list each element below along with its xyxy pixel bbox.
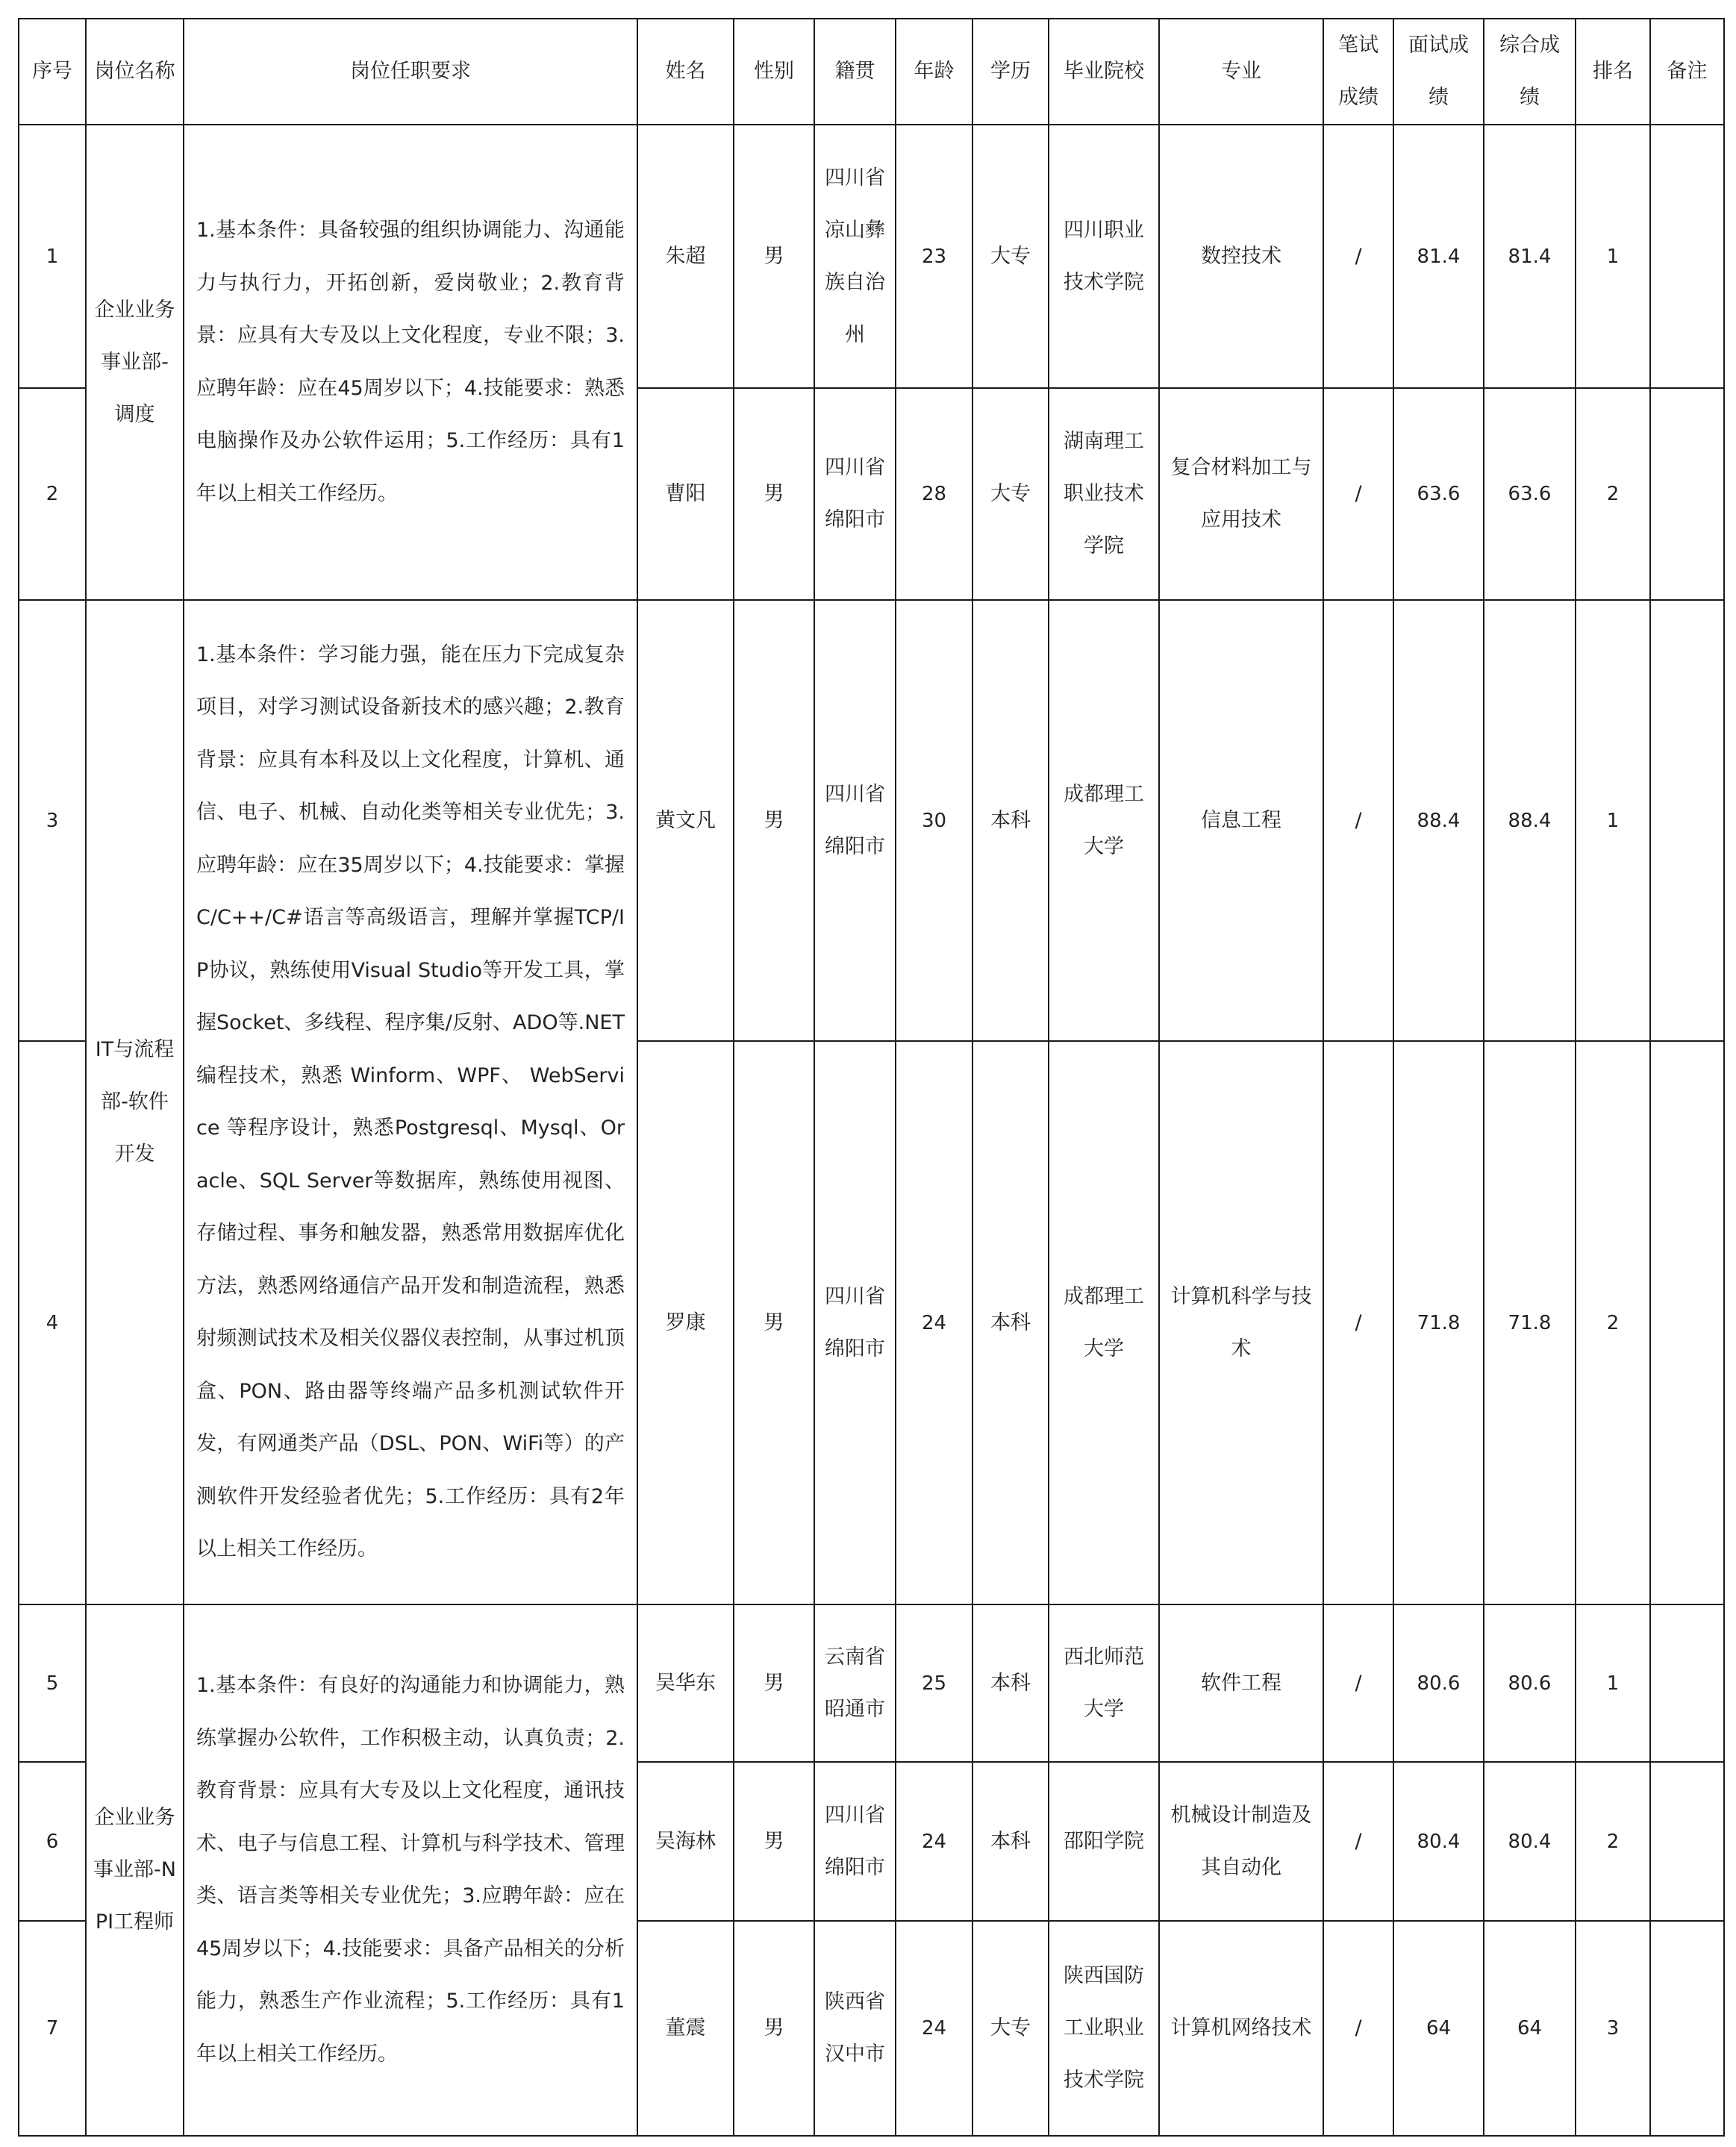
header-cell: 年龄 (896, 19, 972, 125)
cell-origin: 四川省绵阳市 (814, 1762, 896, 1921)
header-cell: 序号 (19, 19, 86, 125)
cell-total: 64 (1484, 1921, 1576, 2136)
cell-school: 湖南理工职业技术学院 (1049, 388, 1159, 600)
cell-name: 罗康 (637, 1041, 734, 1604)
header-cell: 专业 (1159, 19, 1323, 125)
cell-gender: 男 (734, 600, 814, 1041)
cell-interview: 63.6 (1393, 388, 1484, 600)
cell-position: IT与流程部-软件开发 (86, 600, 184, 1604)
cell-major: 软件工程 (1159, 1604, 1323, 1762)
cell-major: 信息工程 (1159, 600, 1323, 1041)
cell-origin: 四川省凉山彝族自治州 (814, 125, 896, 388)
cell-total: 80.6 (1484, 1604, 1576, 1762)
header-row (19, 19, 1724, 125)
cell-rank: 2 (1576, 388, 1650, 600)
cell-no: 2 (19, 388, 86, 600)
cell-major: 计算机网络技术 (1159, 1921, 1323, 2136)
cell-school: 西北师范大学 (1049, 1604, 1159, 1762)
cell-interview: 64 (1393, 1921, 1484, 2136)
cell-rank: 1 (1576, 1604, 1650, 1762)
cell-note (1650, 1041, 1724, 1604)
header-cell: 综合成绩 (1484, 19, 1576, 125)
cell-rank: 2 (1576, 1041, 1650, 1604)
cell-age: 30 (896, 600, 972, 1041)
cell-name: 曹阳 (637, 388, 734, 600)
table-row (19, 600, 1724, 1041)
header-cell: 姓名 (637, 19, 734, 125)
cell-rank: 1 (1576, 600, 1650, 1041)
cell-origin: 四川省绵阳市 (814, 600, 896, 1041)
cell-written: / (1323, 1041, 1393, 1604)
cell-school: 四川职业技术学院 (1049, 125, 1159, 388)
cell-gender: 男 (734, 1762, 814, 1921)
cell-rank: 1 (1576, 125, 1650, 388)
cell-edu: 大专 (972, 1921, 1049, 2136)
cell-note (1650, 388, 1724, 600)
cell-origin: 云南省昭通市 (814, 1604, 896, 1762)
cell-written: / (1323, 1762, 1393, 1921)
cell-total: 63.6 (1484, 388, 1576, 600)
header-cell: 岗位任职要求 (184, 19, 637, 125)
cell-rank: 3 (1576, 1921, 1650, 2136)
cell-age: 25 (896, 1604, 972, 1762)
cell-origin: 四川省绵阳市 (814, 1041, 896, 1604)
cell-written: / (1323, 600, 1393, 1041)
header-cell: 籍贯 (814, 19, 896, 125)
cell-edu: 大专 (972, 388, 1049, 600)
cell-gender: 男 (734, 125, 814, 388)
cell-origin: 四川省绵阳市 (814, 388, 896, 600)
cell-interview: 88.4 (1393, 600, 1484, 1041)
cell-note (1650, 125, 1724, 388)
cell-edu: 本科 (972, 600, 1049, 1041)
cell-interview: 80.4 (1393, 1762, 1484, 1921)
cell-age: 23 (896, 125, 972, 388)
cell-name: 董震 (637, 1921, 734, 2136)
cell-interview: 71.8 (1393, 1041, 1484, 1604)
header-cell: 排名 (1576, 19, 1650, 125)
cell-interview: 80.6 (1393, 1604, 1484, 1762)
cell-rank: 2 (1576, 1762, 1650, 1921)
cell-major: 数控技术 (1159, 125, 1323, 388)
results-table (18, 18, 1725, 2137)
cell-edu: 大专 (972, 125, 1049, 388)
cell-total: 81.4 (1484, 125, 1576, 388)
cell-requirements: 1.基本条件：有良好的沟通能力和协调能力，熟练掌握办公软件，工作积极主动，认真负责；2.教育背景：应具有大专及以上文化程度，通讯技术、电子与信息工程、计算机与科学技术、管理类、语言类等相关专业优先；3.应聘年龄：应在45周岁以下；4.技能要求：具备产品相关的分析能力，熟悉生产作业流程；5.工作经历：具有1年以上相关工作经历。 (184, 1604, 637, 2136)
cell-note (1650, 1921, 1724, 2136)
header-cell: 备注 (1650, 19, 1724, 125)
header-cell: 毕业院校 (1049, 19, 1159, 125)
cell-gender: 男 (734, 1604, 814, 1762)
cell-total: 88.4 (1484, 600, 1576, 1041)
header-cell: 学历 (972, 19, 1049, 125)
cell-no: 7 (19, 1921, 86, 2136)
cell-gender: 男 (734, 1921, 814, 2136)
cell-school: 陕西国防工业职业技术学院 (1049, 1921, 1159, 2136)
cell-gender: 男 (734, 388, 814, 600)
cell-note (1650, 1762, 1724, 1921)
cell-note (1650, 600, 1724, 1041)
cell-major: 机械设计制造及其自动化 (1159, 1762, 1323, 1921)
header-cell: 性别 (734, 19, 814, 125)
cell-written: / (1323, 1921, 1393, 2136)
cell-edu: 本科 (972, 1041, 1049, 1604)
cell-written: / (1323, 125, 1393, 388)
cell-no: 6 (19, 1762, 86, 1921)
cell-written: / (1323, 1604, 1393, 1762)
cell-age: 24 (896, 1921, 972, 2136)
cell-position: 企业业务事业部-调度 (86, 125, 184, 600)
cell-requirements: 1.基本条件：学习能力强，能在压力下完成复杂项目，对学习测试设备新技术的感兴趣；2.教育背景：应具有本科及以上文化程度，计算机、通信、电子、机械、自动化类等相关专业优先；3.应聘年龄：应在35周岁以下；4.技能要求：掌握C/C++/C#语言等高级语言，理解并掌握TCP/IP协议，熟练使用Visual Studio等开发工具，掌握Socket、多线程、程序集/反射、ADO等.NET编程技术，熟悉 Winform、WPF、 WebService 等程序设计，熟悉Postgresql、Mysql、Oracle、SQL Server等数据库，熟练使用视图、存储过程、事务和触发器，熟悉常用数据库优化方法，熟悉网络通信产品开发和制造流程，熟悉射频测试技术及相关仪器仪表控制，从事过机顶盒、PON、路由器等终端产品多机测试软件开发，有网通类产品（DSL、PON、WiFi等）的产测软件开发经验者优先；5.工作经历：具有2年以上相关工作经历。 (184, 600, 637, 1604)
cell-total: 80.4 (1484, 1762, 1576, 1921)
cell-note (1650, 1604, 1724, 1762)
cell-major: 计算机科学与技术 (1159, 1041, 1323, 1604)
cell-origin: 陕西省汉中市 (814, 1921, 896, 2136)
cell-name: 吴华东 (637, 1604, 734, 1762)
cell-name: 朱超 (637, 125, 734, 388)
cell-requirements: 1.基本条件：具备较强的组织协调能力、沟通能力与执行力，开拓创新，爱岗敬业；2.教育背景：应具有大专及以上文化程度，专业不限；3.应聘年龄：应在45周岁以下；4.技能要求：熟悉电脑操作及办公软件运用；5.工作经历：具有1年以上相关工作经历。 (184, 125, 637, 600)
cell-school: 成都理工大学 (1049, 1041, 1159, 1604)
cell-major: 复合材料加工与应用技术 (1159, 388, 1323, 600)
cell-position: 企业业务事业部-NPI工程师 (86, 1604, 184, 2136)
cell-interview: 81.4 (1393, 125, 1484, 388)
cell-name: 吴海林 (637, 1762, 734, 1921)
cell-edu: 本科 (972, 1762, 1049, 1921)
header-cell: 面试成绩 (1393, 19, 1484, 125)
cell-no: 5 (19, 1604, 86, 1762)
cell-no: 1 (19, 125, 86, 388)
header-cell: 岗位名称 (86, 19, 184, 125)
cell-gender: 男 (734, 1041, 814, 1604)
table-row (19, 1604, 1724, 1762)
cell-age: 28 (896, 388, 972, 600)
cell-no: 3 (19, 600, 86, 1041)
cell-edu: 本科 (972, 1604, 1049, 1762)
cell-name: 黄文凡 (637, 600, 734, 1041)
cell-age: 24 (896, 1762, 972, 1921)
cell-age: 24 (896, 1041, 972, 1604)
cell-school: 邵阳学院 (1049, 1762, 1159, 1921)
cell-total: 71.8 (1484, 1041, 1576, 1604)
cell-written: / (1323, 388, 1393, 600)
cell-no: 4 (19, 1041, 86, 1604)
header-cell: 笔试成绩 (1323, 19, 1393, 125)
table-row (19, 125, 1724, 388)
cell-school: 成都理工大学 (1049, 600, 1159, 1041)
